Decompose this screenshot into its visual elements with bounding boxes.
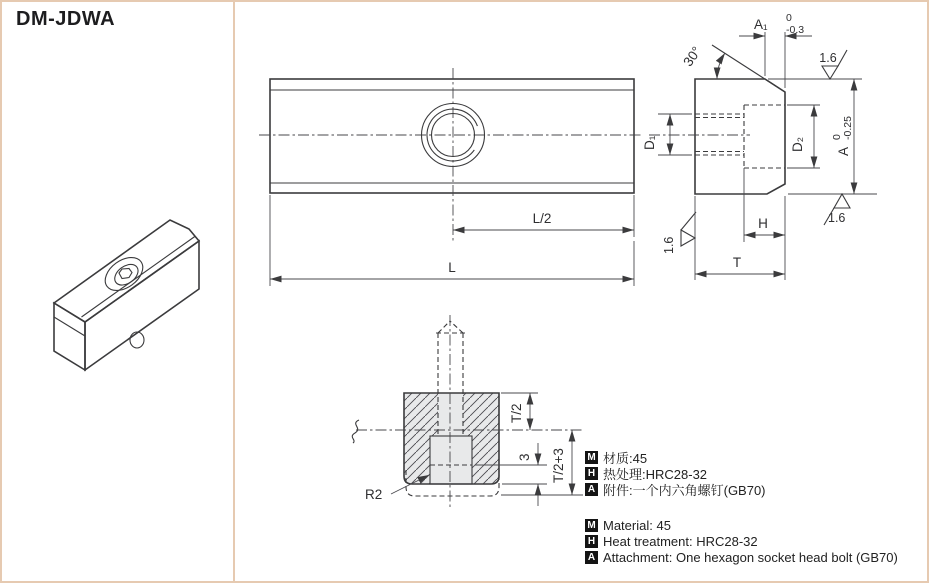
hex-socket-icon xyxy=(119,269,132,279)
roughness-top-label: 1.6 xyxy=(819,51,837,65)
isometric-view xyxy=(54,220,199,370)
roughness-bottom-label: 1.6 xyxy=(828,211,846,225)
dim-label-length: L xyxy=(448,260,456,275)
dim-a-tol-lower: -0.25 xyxy=(842,116,854,140)
dim-label-a: A xyxy=(836,146,851,156)
roughness-left-label: 1.6 xyxy=(662,236,676,254)
section-view xyxy=(352,315,583,508)
heat-treatment-badge: H xyxy=(585,467,598,480)
front-view xyxy=(259,68,643,286)
note-text: 热处理:HRC28-32 xyxy=(603,466,708,482)
dim-label-half-t: T/2 xyxy=(509,403,524,423)
dim-label-d2: D₂ xyxy=(790,137,805,152)
note-text: Heat treatment: HRC28-32 xyxy=(603,533,758,549)
heat-treatment-badge: H xyxy=(585,535,598,548)
material-badge: M xyxy=(585,451,598,464)
note-attachment-cn xyxy=(585,481,766,497)
notes-chinese xyxy=(585,449,766,497)
note-text: 材质:45 xyxy=(603,450,648,466)
break-line xyxy=(352,420,359,443)
technical-drawing xyxy=(2,2,929,583)
note-material-en xyxy=(585,517,898,533)
dim-label-h: H xyxy=(758,216,768,231)
surface-finish-bottom xyxy=(824,194,850,225)
note-text: Attachment: One hexagon socket head bolt (GB70) xyxy=(603,549,898,565)
note-text: Material: 45 xyxy=(603,517,671,533)
dim-label-protrusion: 3 xyxy=(517,453,532,461)
note-attachment-en xyxy=(585,549,898,565)
part-number-title: DM-JDWA xyxy=(16,8,116,30)
dim-label-half-t-plus-3: T/2+3 xyxy=(551,448,566,483)
dim-label-chamfer-angle: 30° xyxy=(680,43,705,70)
dim-a1-tol-upper: 0 xyxy=(786,12,792,24)
dim-label-d1: D₁ xyxy=(642,135,657,150)
dim-label-a1: A₁ xyxy=(754,17,768,32)
side-view xyxy=(642,12,877,280)
surface-finish-left xyxy=(662,212,696,254)
dim-label-radius: R2 xyxy=(365,487,383,502)
dim-label-half-length: L/2 xyxy=(532,211,552,226)
dim-a1-tol-lower: -0.3 xyxy=(786,24,805,36)
attachment-badge: A xyxy=(585,551,598,564)
notes-english xyxy=(585,517,898,565)
note-heat-treatment-en xyxy=(585,533,898,549)
material-badge: M xyxy=(585,519,598,532)
dim-label-t: T xyxy=(732,255,742,270)
dim-a-tol-upper: 0 xyxy=(831,134,843,140)
attachment-badge: A xyxy=(585,483,598,496)
surface-finish-top xyxy=(819,50,847,79)
note-text: 附件:一个内六角螺钉(GB70) xyxy=(603,482,766,498)
